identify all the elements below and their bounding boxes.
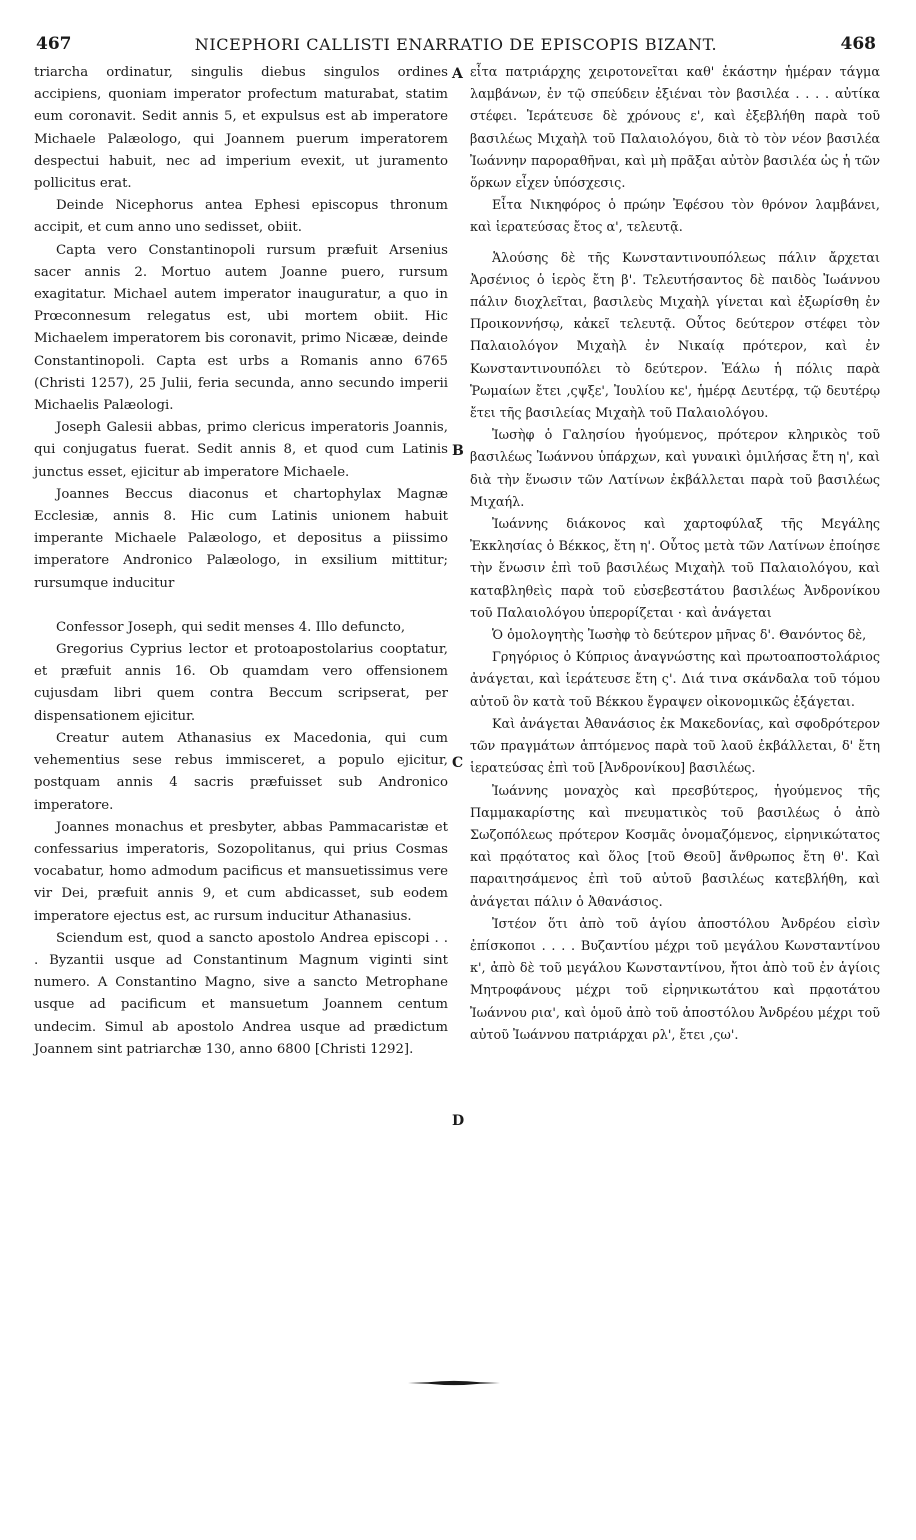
section-marker-c: C [452, 755, 464, 771]
greek-paragraph: Γρηγόριος ὁ Κύπριος ἀναγνώστης καὶ πρωτοαποστολάριος ἀνάγεται, καὶ ἱεράτευσε ἔτη ς'. Διά τινα σκάνδαλα τοῦ τόμου αὐτοῦ ὃν κατὰ τοῦ Βέκκου ἔγραψεν οἰκονομικῶς ἐξάγεται. [470, 650, 880, 710]
page-header [32, 34, 880, 60]
greek-paragraph: Ἰωάννης μοναχὸς καὶ πρεσβύτερος, ἡγούμενος τῆς Παμμακαρίστης καὶ πνευματικὸς τοῦ βασιλέως ὁ ἀπὸ Σωζοπόλεως πρότερον Κοσμᾶς ὀνομαζόμενος, εἰρηνικώτατος καὶ πρᾳότατος καὶ ὅλος [τοῦ Θεοῦ] ἄνθρωπος ἔτη θ'. Καὶ παραιτησάμενος ἐπὶ τοῦ αὐτοῦ βασιλέως κατεβλήθη, καὶ ἀνάγεται πάλιν ὁ Ἀθανάσιος. [470, 783, 880, 910]
greek-column [470, 62, 880, 1047]
greek-paragraph: Ὁ ὁμολογητὴς Ἰωσὴφ τὸ δεύτερον μῆνας δ'. Θανόντος δὲ, [492, 628, 867, 644]
greek-paragraph: εἶτα πατριάρχης χειροτονεῖται καθ' ἑκάστην ἡμέραν τάγμα λαμβάνων, ἐν τῷ σπεύδειν ἐξιέναι τὸν βασιλέα . . . . αὐτίκα στέφει. Ἱεράτευσε δὲ χρόνους ε', καὶ ἐξεβλήθη παρὰ τοῦ βασιλέως Μιχαὴλ τοῦ Παλαιολόγου, διὰ τὸ τὸν νέον βασιλέα Ἰωάννην παροραθῆναι, καὶ μὴ πρᾶξαι αὐτὸν βασιλέα ὡς ἡ τῶν ὅρκων εἶχεν ὑπόσχεσις. [470, 65, 880, 192]
latin-paragraph: Confessor Joseph, qui sedit menses 4. Illo defuncto, [56, 619, 406, 635]
latin-paragraph: Gregorius Cyprius lector et protoapostolarius cooptatur, et præfuit annis 16. Ob quamdam vero offensionem cujusdam libri quem contra Beccum scripserat, per dispensationem ejicitur. [34, 642, 448, 724]
greek-paragraph: Ἰωσὴφ ὁ Γαλησίου ἡγούμενος, πρότερον κληρικὸς τοῦ βασιλέως Ἰωάννου ὑπάρχων, καὶ γυναικὶ ὁμιλήσας ἔτη η', καὶ διὰ τὴν ἕνωσιν τῶν Λατίνων ἐκβάλλεται παρὰ τοῦ βασιλέως Μιχαήλ. [470, 428, 880, 510]
latin-paragraph: Deinde Nicephorus antea Ephesi episcopus thronum accipit, et cum anno uno sedisset, obiit. [34, 198, 448, 236]
latin-paragraph: Sciendum est, quod a sancto apostolo Andrea episcopi . . . Byzantii usque ad Constantinum Magnum viginti sint numero. A Constantino Magno, sive a sancto Metrophane usque ad pacificum et mansuetum Joannem centum undecim. Simul ab apostolo Andrea usque ad prædictum Joannem sint patriarchæ 130, anno 6800 [Christi 1292]. [34, 930, 448, 1057]
section-marker-a: A [452, 66, 463, 82]
running-title: NICEPHORI CALLISTI ENARRATIO DE EPISCOPIS BIZANT. [194, 35, 718, 54]
section-marker-b: B [452, 443, 464, 459]
latin-paragraph: Capta vero Constantinopoli rursum præfuit Arsenius sacer annis 2. Mortuo autem Joanne puero, rursum exagitatur. Michael autem imperator inauguratur, a quo in Prœconnesum relegatus est, ubi mortem obiit. Hic Michaelem imperatorem bis coronavit, primo Nicææ, deinde Constantinopoli. Capta est urbs a Romanis anno 6765 (Christi 1257), 25 Julii, feria secunda, anno secundo imperii Michaelis Palæologi. [34, 242, 448, 414]
greek-paragraph: Καὶ ἀνάγεται Ἀθανάσιος ἐκ Μακεδονίας, καὶ σφοδρότερον τῶν πραγμάτων ἁπτόμενος παρὰ τοῦ λαοῦ ἐκβάλλεται, δ' ἔτη ἱερατεύσας ἐπὶ τοῦ [Ἀνδρονίκου] βασιλέως. [470, 716, 880, 777]
greek-paragraph: Ἰστέον ὅτι ἀπὸ τοῦ ἁγίου ἀποστόλου Ἀνδρέου εἰσὶν ἐπίσκοποι . . . . Βυζαντίου μέχρι τοῦ μεγάλου Κωνσταντίνου κ', ἀπὸ δὲ τοῦ μεγάλου Κωνσταντίνου, ἤτοι ἀπὸ τοῦ ἐν ἁγίοις Μητροφάνους μέχρι τοῦ εἰρηνικωτάτου καὶ πρᾳοτάτου Ἰωάννου ρια', καὶ ὁμοῦ ἀπὸ τοῦ ἀποστόλου Ἀνδρέου μέχρι τοῦ αὐτοῦ Ἰωάννου πατριάρχαι ρλ', ἔτει ,ςω'. [470, 916, 880, 1043]
end-ornament [408, 1378, 500, 1388]
greek-paragraph: Ἰωάννης διάκονος καὶ χαρτοφύλαξ τῆς Μεγάλης Ἐκκλησίας ὁ Βέκκος, ἔτη η'. Οὗτος μετὰ τῶν Λατίνων ἐποίησε τὴν ἕνωσιν ἐπὶ τοῦ βασιλέως Μιχαὴλ τοῦ Παλαιολόγου, καὶ καταβληθεὶς παρὰ τοῦ εὐσεβεστάτου βασιλέως Ἀνδρονίκου τοῦ Παλαιολόγου ὑπερορίζεται · καὶ ἀνάγεται [470, 517, 880, 621]
greek-paragraph: Ἁλούσης δὲ τῆς Κωνσταντινουπόλεως πάλιν ἄρχεται Ἀρσένιος ὁ ἱερὸς ἔτη β'. Τελευτήσαντος δὲ παιδὸς Ἰωάννου πάλιν διοχλεῖται, βασιλεὺς Μιχαὴλ γίνεται καὶ ἐξωρίσθη ἐν Προικοννήσῳ, κἀκεῖ τελευτᾷ. Οὗτος δεύτερον στέφει τὸν Παλαιολόγον Μιχαὴλ ἐν Νικαίᾳ πρότερον, καὶ ἐν Κωνσταντινουπόλει τὸ δεύτερον. Ἑάλω ἡ πόλις παρὰ Ῥωμαίων ἔτει ,ςψξε', Ἰουλίου κε', ἡμέρᾳ Δευτέρᾳ, τῷ δευτέρῳ ἔτει τῆς βασιλείας Μιχαὴλ τοῦ Παλαιολόγου. [470, 250, 880, 422]
page-number-left: 467 [36, 34, 72, 54]
greek-paragraph: Εἶτα Νικηφόρος ὁ πρώην Ἐφέσου τὸν θρόνον λαμβάνει, καὶ ἱερατεύσας ἔτος α', τελευτᾷ. [470, 198, 880, 236]
latin-column [34, 62, 448, 1061]
page-number-right: 468 [840, 34, 876, 54]
latin-paragraph: Creatur autem Athanasius ex Macedonia, qui cum vehementius sese rebus immisceret, a populo ejicitur, postquam annis 4 sacris præfuisset sub Andronico imperatore. [34, 730, 448, 813]
latin-paragraph: Joannes Beccus diaconus et chartophylax Magnæ Ecclesiæ, annis 8. Hic cum Latinis unionem habuit imperante Michaele Palæologo, et depositus a piissimo imperatore Andronico Palæologo, in exsilium mittitur; rursumque inducitur [34, 486, 448, 591]
latin-paragraph: Joseph Galesii abbas, primo clericus imperatoris Joannis, qui conjugatus fuerat. Sedit annis 8, et quod cum Latinis junctus esset, ejicitur ab imperatore Michaele. [34, 420, 448, 480]
section-marker-d: D [452, 1113, 465, 1129]
latin-paragraph: Joannes monachus et presbyter, abbas Pammacaristæ et confessarius imperatoris, Sozopolitanus, qui prius Cosmas vocabatur, homo admodum pacificus et mansuetissimus vere vir Dei, præfuit annis 9, et cum abdicasset, sub eodem imperatore ejectus est, ac rursum inducitur Athanasius. [34, 819, 448, 924]
latin-paragraph: triarcha ordinatur, singulis diebus singulos ordines accipiens, quoniam imperator profectum maturabat, statim eum coronavit. Sedit annis 5, et expulsus est ab imperatore Michaele Palæologo, qui Joannem puerum imperatorem despectui habuit, nec ad imperium evexit, ut juramento pollicitus erat. [34, 65, 448, 192]
